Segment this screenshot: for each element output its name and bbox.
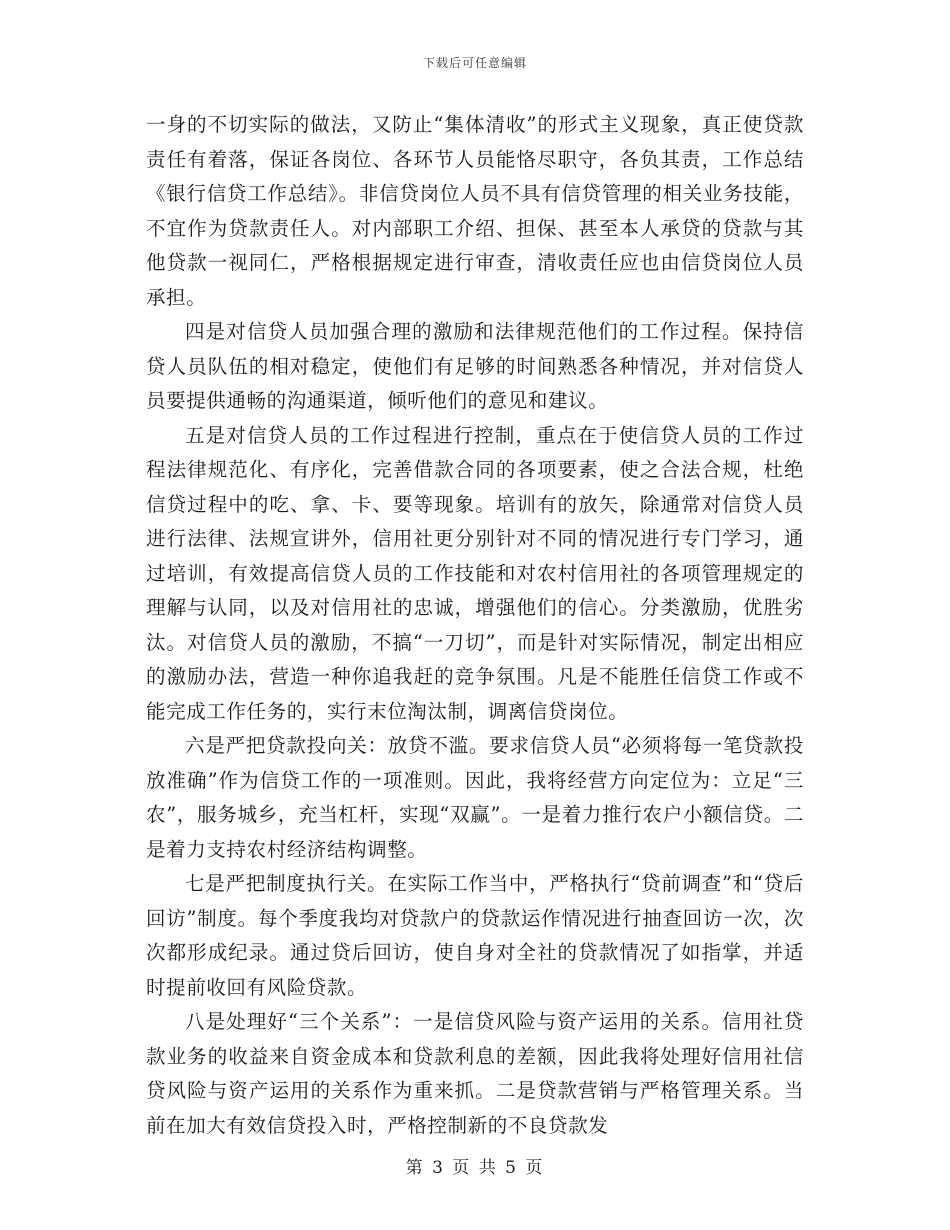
paragraph-point-five: 五是对信贷人员的工作过程进行控制，重点在于使信贷人员的工作过程法律规范化、有序化，完善借款合同的各项要素，使之合法合规，杜绝信贷过程中的吃、拿、卡、要等现象。培训有的放矢，除通常对信贷人员进行法律、法规宣讲外，信用社更分别针对不同的情况进行专门学习，通过培训，有效提高信贷人员的工作技能和对农村信用社的各项管理规定的理解与认同，以及对信用社的忠诚，增强他们的信心。分类激励，优胜劣汰。对信贷人员的激励，不搞“一刀切”，而是针对实际情况，制定出相应的激励办法，营造一种你追我赶的竞争氛围。凡是不能胜任信贷工作或不能完成工作任务的，实行末位淘汰制，调离信贷岗位。 bbox=[146, 423, 804, 723]
paragraph-point-six: 六是严把贷款投向关：放贷不滥。要求信贷人员“必须将每一笔贷款投放准确”作为信贷工作的一项准则。因此，我将经营方向定位为：立足“三农”，服务城乡，充当杠杆，实现“双赢”。一是着力推行农户小额信贷。二是着力支持农村经济结构调整。 bbox=[146, 734, 804, 861]
page-number-footer: 第 3 页 共 5 页 bbox=[405, 1158, 545, 1178]
paragraph-continued: 一身的不切实际的做法，又防止“集体清收”的形式主义现象，真正使贷款责任有着落，保证各岗位、各环节人员能恪尽职守，各负其责，工作总结《银行信贷工作总结》。非信贷岗位人员不具有信贷管理的相关业务技能，不宜作为贷款责任人。对内部职工介绍、担保、甚至本人承贷的贷款与其他贷款一视同仁，严格根据规定进行审查，清收责任应也由信贷岗位人员承担。 bbox=[146, 113, 804, 309]
document-body bbox=[146, 108, 804, 1143]
paragraph-point-four: 四是对信贷人员加强合理的激励和法律规范他们的工作过程。保持信贷人员队伍的相对稳定，使他们有足够的时间熟悉各种情况，并对信贷人员要提供通畅的沟通渠道，倾听他们的意见和建议。 bbox=[146, 320, 804, 412]
paragraph-point-seven: 七是严把制度执行关。在实际工作当中，严格执行“贷前调查”和“贷后回访”制度。每个季度我均对贷款户的贷款运作情况进行抽查回访一次，次次都形成纪录。通过贷后回访，使自身对全社的贷款情况了如指掌，并适时提前收回有风险贷款。 bbox=[146, 872, 804, 999]
page-header-note: 下载后可任意编辑 bbox=[422, 56, 527, 70]
paragraph-point-eight: 八是处理好“三个关系”：一是信贷风险与资产运用的关系。信用社贷款业务的收益来自资金成本和贷款利息的差额，因此我将处理好信用社信贷风险与资产运用的关系作为重来抓。二是贷款营销与严格管理关系。当前在加大有效信贷投入时，严格控制新的不良贷款发 bbox=[146, 1010, 804, 1137]
